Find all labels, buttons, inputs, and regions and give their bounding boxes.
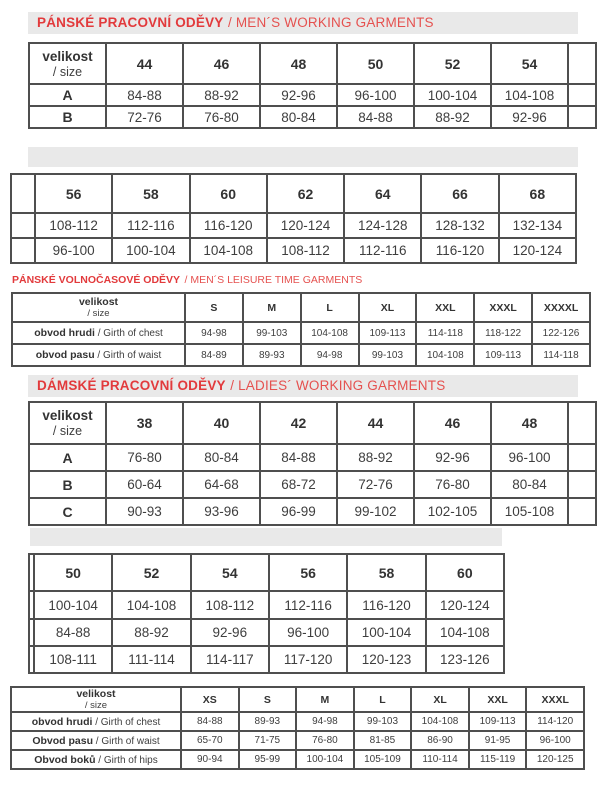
cut-column-cell bbox=[568, 498, 596, 525]
value-cell: 104-108 bbox=[190, 238, 267, 263]
row-label-cell: B bbox=[29, 471, 106, 498]
value-cell: 84-89 bbox=[185, 344, 243, 366]
size-cell: XXXL bbox=[526, 687, 584, 712]
value-cell: 88-92 bbox=[112, 619, 190, 646]
size-cell: 56 bbox=[35, 174, 112, 213]
value-cell: 99-103 bbox=[359, 344, 417, 366]
value-cell: 104-108 bbox=[112, 591, 190, 619]
size-cell: M bbox=[296, 687, 354, 712]
value-cell: 122-126 bbox=[532, 322, 590, 344]
size-header-czech: velikost bbox=[78, 296, 119, 308]
value-cell: 120-123 bbox=[347, 646, 425, 673]
size-cell: S bbox=[239, 687, 297, 712]
value-cell: 108-112 bbox=[35, 213, 112, 238]
value-cell: 64-68 bbox=[183, 471, 260, 498]
value-cell: 100-104 bbox=[347, 619, 425, 646]
value-cell: 68-72 bbox=[260, 471, 337, 498]
value-cell: 96-100 bbox=[269, 619, 347, 646]
value-cell: 112-116 bbox=[344, 238, 421, 263]
cut-column-cell bbox=[11, 174, 35, 213]
ladies-working-title-bar bbox=[28, 375, 578, 397]
value-cell: 115-119 bbox=[469, 750, 527, 769]
value-cell: 111-114 bbox=[112, 646, 190, 673]
value-cell: 84-88 bbox=[34, 619, 112, 646]
value-cell: 90-93 bbox=[106, 498, 183, 525]
value-cell: 81-85 bbox=[354, 731, 412, 750]
value-cell: 96-100 bbox=[526, 731, 584, 750]
value-cell: 100-104 bbox=[414, 84, 491, 106]
value-cell: 91-95 bbox=[469, 731, 527, 750]
measure-label-english: / Girth of waist bbox=[94, 350, 162, 361]
size-header-english: / size bbox=[52, 64, 83, 79]
value-cell: 102-105 bbox=[414, 498, 491, 525]
value-cell: 128-132 bbox=[421, 213, 498, 238]
size-cell: 52 bbox=[414, 43, 491, 84]
value-cell: 94-98 bbox=[185, 322, 243, 344]
size-cell: 46 bbox=[414, 402, 491, 444]
spacer-band bbox=[28, 147, 578, 167]
measure-label-english: / Girth of hips bbox=[95, 754, 158, 766]
value-cell: 88-92 bbox=[183, 84, 260, 106]
row-label-cell: A bbox=[29, 444, 106, 471]
value-cell: 109-113 bbox=[359, 322, 417, 344]
cut-column-cell bbox=[568, 43, 596, 84]
cut-column-cell bbox=[568, 471, 596, 498]
size-cell: L bbox=[354, 687, 412, 712]
value-cell: 84-88 bbox=[106, 84, 183, 106]
value-cell: 99-103 bbox=[243, 322, 301, 344]
value-cell: 104-108 bbox=[301, 322, 359, 344]
cut-column-cell bbox=[568, 106, 596, 128]
value-cell: 104-108 bbox=[411, 712, 469, 731]
value-cell: 65-70 bbox=[181, 731, 239, 750]
value-cell: 109-113 bbox=[474, 344, 532, 366]
value-cell: 80-84 bbox=[491, 471, 568, 498]
value-cell: 71-75 bbox=[239, 731, 297, 750]
size-cell: L bbox=[301, 293, 359, 322]
size-cell: S bbox=[185, 293, 243, 322]
size-header-czech: velikost bbox=[76, 688, 116, 700]
cut-column-cell bbox=[568, 402, 596, 444]
size-header-english: / size bbox=[84, 700, 108, 711]
value-cell: 92-96 bbox=[414, 444, 491, 471]
value-cell: 92-96 bbox=[191, 619, 269, 646]
value-cell: 117-120 bbox=[269, 646, 347, 673]
title-czech: PÁNSKÉ PRACOVNÍ ODĚVY bbox=[37, 15, 224, 30]
size-cell: 46 bbox=[183, 43, 260, 84]
size-cell: 48 bbox=[260, 43, 337, 84]
size-header-cell bbox=[29, 402, 106, 444]
value-cell: 100-104 bbox=[112, 238, 189, 263]
value-cell: 114-118 bbox=[416, 322, 474, 344]
size-cell: XL bbox=[359, 293, 417, 322]
size-cell: 50 bbox=[337, 43, 414, 84]
value-cell: 76-80 bbox=[414, 471, 491, 498]
ladies-working-sizes-38-48-table bbox=[28, 401, 597, 526]
measure-label-cell bbox=[11, 750, 181, 769]
value-cell: 80-84 bbox=[183, 444, 260, 471]
value-cell: 108-112 bbox=[267, 238, 344, 263]
measure-label-cell bbox=[11, 731, 181, 750]
size-cell: M bbox=[243, 293, 301, 322]
size-cell: 60 bbox=[426, 554, 504, 591]
measure-label-english: / Girth of chest bbox=[94, 328, 163, 339]
value-cell: 92-96 bbox=[260, 84, 337, 106]
measure-label-czech: obvod hrudi bbox=[34, 327, 95, 339]
cut-column-cell bbox=[568, 444, 596, 471]
value-cell: 99-102 bbox=[337, 498, 414, 525]
size-cell: 48 bbox=[491, 402, 568, 444]
value-cell: 100-104 bbox=[34, 591, 112, 619]
value-cell: 94-98 bbox=[296, 712, 354, 731]
value-cell: 80-84 bbox=[260, 106, 337, 128]
size-cell: 42 bbox=[260, 402, 337, 444]
size-cell: XXL bbox=[469, 687, 527, 712]
value-cell: 95-99 bbox=[239, 750, 297, 769]
ladies-leisure-table bbox=[10, 686, 585, 770]
value-cell: 88-92 bbox=[337, 444, 414, 471]
measure-label-czech: obvod hrudi bbox=[31, 715, 93, 728]
mens-working-sizes-44-54-table bbox=[28, 42, 597, 129]
value-cell: 93-96 bbox=[183, 498, 260, 525]
value-cell: 120-124 bbox=[499, 238, 576, 263]
size-header-english: / size bbox=[87, 308, 110, 319]
value-cell: 76-80 bbox=[296, 731, 354, 750]
size-header-cell bbox=[29, 43, 106, 84]
value-cell: 96-99 bbox=[260, 498, 337, 525]
value-cell: 120-125 bbox=[526, 750, 584, 769]
value-cell: 123-126 bbox=[426, 646, 504, 673]
value-cell: 89-93 bbox=[239, 712, 297, 731]
mens-leisure-table bbox=[11, 292, 591, 367]
measure-label-cell bbox=[12, 322, 185, 344]
row-label-cell: A bbox=[29, 84, 106, 106]
size-header-czech: velikost bbox=[42, 408, 93, 423]
size-cell: XS bbox=[181, 687, 239, 712]
size-cell: XXXXL bbox=[532, 293, 590, 322]
size-header-cell bbox=[11, 687, 181, 712]
value-cell: 96-100 bbox=[491, 444, 568, 471]
value-cell: 96-100 bbox=[35, 238, 112, 263]
value-cell: 109-113 bbox=[469, 712, 527, 731]
value-cell: 132-134 bbox=[499, 213, 576, 238]
size-cell: 58 bbox=[112, 174, 189, 213]
size-cell: 62 bbox=[267, 174, 344, 213]
size-cell: 54 bbox=[491, 43, 568, 84]
title-czech: DÁMSKÉ PRACOVNÍ ODĚVY bbox=[37, 378, 226, 393]
size-cell: 40 bbox=[183, 402, 260, 444]
value-cell: 100-104 bbox=[296, 750, 354, 769]
size-cell: XL bbox=[411, 687, 469, 712]
value-cell: 84-88 bbox=[260, 444, 337, 471]
size-cell: XXL bbox=[416, 293, 474, 322]
row-label-cell: B bbox=[29, 106, 106, 128]
size-cell: 50 bbox=[34, 554, 112, 591]
measure-label-czech: Obvod boků bbox=[34, 753, 96, 766]
size-header-english: / size bbox=[52, 424, 83, 438]
value-cell: 118-122 bbox=[474, 322, 532, 344]
value-cell: 104-108 bbox=[426, 619, 504, 646]
size-cell: 68 bbox=[499, 174, 576, 213]
size-cell: 56 bbox=[269, 554, 347, 591]
size-cell: 44 bbox=[337, 402, 414, 444]
value-cell: 92-96 bbox=[491, 106, 568, 128]
measure-label-czech: obvod pasu bbox=[35, 349, 95, 361]
value-cell: 116-120 bbox=[347, 591, 425, 619]
value-cell: 99-103 bbox=[354, 712, 412, 731]
value-cell: 72-76 bbox=[337, 471, 414, 498]
value-cell: 110-114 bbox=[411, 750, 469, 769]
value-cell: 104-108 bbox=[491, 84, 568, 106]
size-cell: 54 bbox=[191, 554, 269, 591]
value-cell: 112-116 bbox=[112, 213, 189, 238]
value-cell: 108-112 bbox=[191, 591, 269, 619]
measure-label-english: / Girth of chest bbox=[92, 716, 161, 728]
size-cell: 44 bbox=[106, 43, 183, 84]
value-cell: 120-124 bbox=[267, 213, 344, 238]
value-cell: 105-108 bbox=[491, 498, 568, 525]
title-english: / MEN´S WORKING GARMENTS bbox=[227, 15, 434, 30]
mens-working-title-bar bbox=[28, 12, 578, 34]
value-cell: 114-117 bbox=[191, 646, 269, 673]
value-cell: 116-120 bbox=[421, 238, 498, 263]
size-cell: 66 bbox=[421, 174, 498, 213]
value-cell: 124-128 bbox=[344, 213, 421, 238]
value-cell: 84-88 bbox=[181, 712, 239, 731]
value-cell: 90-94 bbox=[181, 750, 239, 769]
measure-label-cell bbox=[11, 712, 181, 731]
cut-column-cell bbox=[11, 213, 35, 238]
size-cell: 64 bbox=[344, 174, 421, 213]
measure-label-english: / Girth of waist bbox=[93, 735, 160, 747]
value-cell: 120-124 bbox=[426, 591, 504, 619]
size-cell: 58 bbox=[347, 554, 425, 591]
size-header-czech: velikost bbox=[42, 48, 93, 64]
mens-leisure-title bbox=[12, 272, 362, 287]
value-cell: 116-120 bbox=[190, 213, 267, 238]
spacer-band bbox=[30, 528, 502, 546]
value-cell: 96-100 bbox=[337, 84, 414, 106]
size-cell: 52 bbox=[112, 554, 190, 591]
value-cell: 72-76 bbox=[106, 106, 183, 128]
value-cell: 76-80 bbox=[183, 106, 260, 128]
size-cell: 60 bbox=[190, 174, 267, 213]
cut-column-cell bbox=[11, 238, 35, 263]
title-english: / MEN´S LEISURE TIME GARMENTS bbox=[184, 274, 363, 286]
value-cell: 76-80 bbox=[106, 444, 183, 471]
cut-column-cell bbox=[568, 84, 596, 106]
value-cell: 60-64 bbox=[106, 471, 183, 498]
value-cell: 114-120 bbox=[526, 712, 584, 731]
size-cell: XXXL bbox=[474, 293, 532, 322]
size-header-cell bbox=[12, 293, 185, 322]
value-cell: 94-98 bbox=[301, 344, 359, 366]
value-cell: 105-109 bbox=[354, 750, 412, 769]
title-english: / LADIES´ WORKING GARMENTS bbox=[230, 378, 446, 393]
size-cell: 38 bbox=[106, 402, 183, 444]
title-czech: PÁNSKÉ VOLNOČASOVÉ ODĚVY bbox=[12, 274, 181, 286]
value-cell: 89-93 bbox=[243, 344, 301, 366]
measure-label-cell bbox=[12, 344, 185, 366]
value-cell: 112-116 bbox=[269, 591, 347, 619]
value-cell: 84-88 bbox=[337, 106, 414, 128]
value-cell: 86-90 bbox=[411, 731, 469, 750]
mens-working-sizes-56-68-table bbox=[10, 173, 577, 264]
value-cell: 108-111 bbox=[34, 646, 112, 673]
measure-label-czech: Obvod pasu bbox=[32, 734, 93, 747]
ladies-working-sizes-50-60-table bbox=[28, 553, 505, 674]
value-cell: 114-118 bbox=[532, 344, 590, 366]
value-cell: 104-108 bbox=[416, 344, 474, 366]
value-cell: 88-92 bbox=[414, 106, 491, 128]
row-label-cell: C bbox=[29, 498, 106, 525]
